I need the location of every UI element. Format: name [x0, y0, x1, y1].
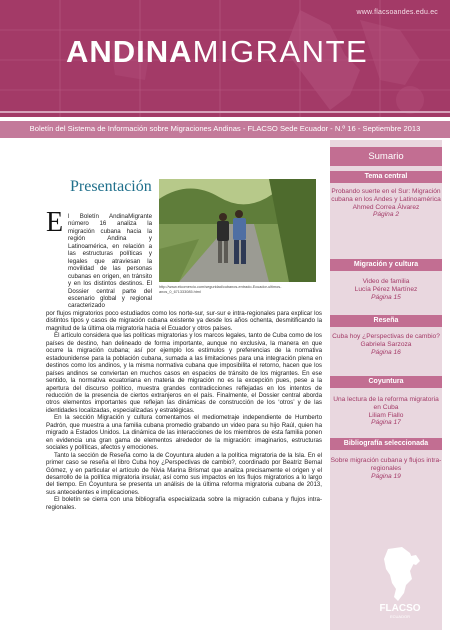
intro-paragraph: [68, 213, 152, 310]
entry-page: Página 16: [371, 348, 401, 356]
entry-title: Sobre migración cubana y flujos intra-regionales: [330, 457, 442, 472]
entry-page: Página 19: [371, 472, 401, 480]
header-divider: [0, 111, 450, 113]
publication-title: [66, 36, 368, 67]
title-bold-part: ANDINA: [66, 34, 193, 69]
summary-category: Migración y cultura: [330, 259, 442, 271]
article-photo: [159, 179, 316, 282]
drop-cap: E: [46, 207, 64, 238]
entry-author: Gabriela Sarzoza: [360, 340, 412, 348]
summary-entry-resena[interactable]: [330, 333, 442, 356]
summary-category: Coyuntura: [330, 376, 442, 388]
entry-page: Página 15: [371, 293, 401, 301]
summary-category: Tema central: [330, 171, 442, 183]
masthead: [0, 0, 450, 117]
entry-author: Lucía Pérez Martínez: [354, 285, 418, 293]
summary-entry-coyuntura[interactable]: [330, 396, 442, 427]
summary-category: Bibliografía seleccionada: [330, 438, 442, 450]
section-title: Presentación: [70, 178, 152, 195]
entry-title: Cuba hoy ¿Perspectivas de cambio?: [332, 333, 440, 340]
paragraph: Tanto la sección de Reseña como la de Coyuntura aluden a la política migratoria de la Isla. En el primer caso se reseña el libro Cuba hoy ¿Perspectivas de cambio?, coordinado por Beatriz Bernal Gómez, y en particular el artículo de Nivia Marina Brismat que analiza precisamente el origen y el desarrollo de la política migratoria insular, así como sus impactos en los flujos migratorios a lo largo del tiempo. En Coyuntura se presenta un análisis de la última reforma migratoria cubana de 2013, sus antecedentes e implicaciones.: [46, 451, 322, 496]
subtitle-bar: [0, 121, 450, 138]
title-light-part: MIGRANTE: [192, 34, 369, 69]
photo-source-link[interactable]: http://www.elcomercio.com/seguridad/cubanos-entrado-Ecuador-ultimos-anos_0_671333085.html: [159, 285, 282, 294]
entry-page: Página 2: [372, 211, 400, 219]
flacso-logo-subtext: ECUADOR: [389, 614, 410, 619]
site-url[interactable]: www.flacsoandes.edu.ec: [356, 9, 438, 16]
entry-author: Ahmed Correa Álvarez: [352, 203, 420, 211]
summary-entry-migracion-cultura[interactable]: [330, 278, 442, 301]
entry-title: Una lectura de la reforma migratoria en Cuba: [333, 396, 439, 411]
bulletin-subtitle: Boletín del Sistema de Información sobre Migraciones Andinas - FLACSO Sede Ecuador - N.º 16 - Septiembre 2013: [29, 124, 421, 133]
summary-entry-tema-central[interactable]: [330, 188, 442, 219]
intro-text: l Boletín AndinaMigrante número 16 analiza la migración cubana hacia la región Andina y Latinoamérica, en relación a las estructuras políticas y legales que atraviesan la movilidad de las personas cubanas en origen, en tránsito y en los distintos destinos. El Dossier central parte del escenario global y regional caracterizado: [68, 213, 152, 310]
main-column: [40, 140, 322, 630]
entry-title: Probando suerte en el Sur: Migración cubana en los Andes y Latinoamérica: [331, 188, 441, 203]
summary-heading: Sumario: [330, 147, 442, 166]
paragraph: El artículo considera que las políticas migratorias y los marcos legales, tanto de Cuba como de los países de destino, han delineado de forma importante, aunque no exclusiva, la manera en que ocurre la migración cubana; así por ejemplo los estímulos y preferencias de la normativa estadounidense para la población cubana, sumada a las limitaciones para una integración plena en destinos como los andinos, y la misma normativa cubana que imposibilita el retorno, hacen que los países andinos se conviertan en muchos casos en espacios de tránsito de los migrantes. En ese sentido, la normativa ecuatoriana en materia de migración no es la excepción pues, pese a la apertura del discurso político, muestra grandes contradicciones reflejadas en los intentos de reducción de la presencia de ciertos extranjeros en el país. Finalmente, el Dossier central aborda otros elementos importantes que reflejan las dinámicas de construcción de los ‘otros’ y de las identidades localizadas, especializadas y estratégicas.: [46, 332, 322, 414]
paragraph: El boletín se cierra con una bibliografía especializada sobre la migración cubana y flujos intra-regionales.: [46, 496, 322, 511]
summary-entry-bibliografia[interactable]: [330, 457, 442, 480]
photo-illustration: [159, 179, 316, 282]
body-paragraphs: [46, 310, 322, 511]
entry-author: Liliam Fiallo: [368, 411, 404, 419]
paragraph: En la sección Migración y cultura comentamos el mediometraje independiente de Humberto Padrón, que muestra a una familia cubana promedio grabando un video para su hijo Raúl, quien ha migrado a Estados Unidos. La dinámica de las interacciones de los miembros de esta familia ponen en evidencia una gran gama de elementos alrededor de la migración: imaginarios, estructuras sociales y políticas, afectos y emociones.: [46, 414, 322, 452]
paragraph: por flujos migratorios poco estudiados como los norte-sur, sur-sur e intra-regionales para explicar los distintos tipos y casos de migración cubana existente ya desde los años ochenta, desmitificando la magnitud de la última ola migratoria hacia el Ecuador y otros países.: [46, 310, 322, 332]
flacso-logo-text: FLACSO: [379, 603, 421, 614]
entry-page: Página 17: [371, 419, 401, 427]
flacso-logo-icon: [376, 545, 424, 611]
summary-category: Reseña: [330, 315, 442, 327]
entry-title: Video de familia: [362, 278, 410, 285]
